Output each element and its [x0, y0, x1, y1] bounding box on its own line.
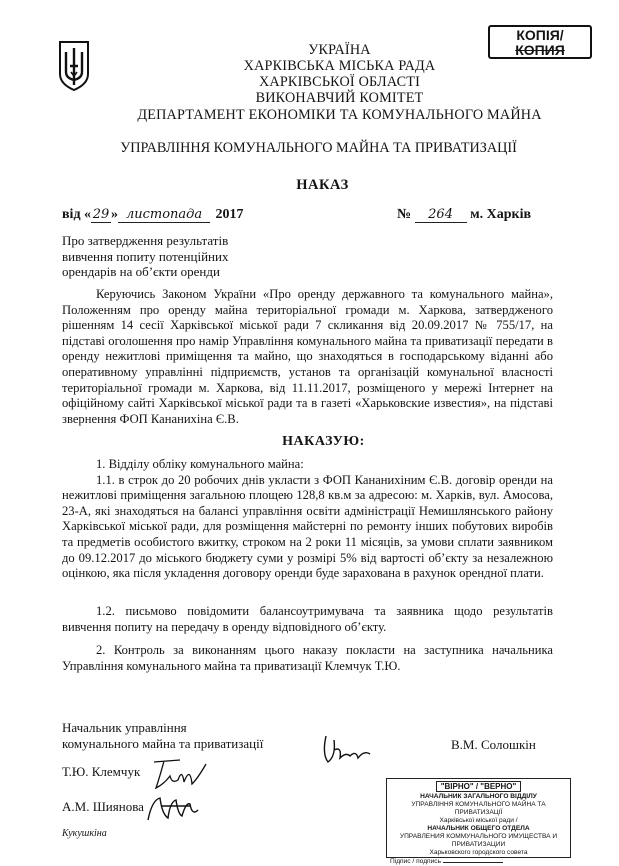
- head-signature: [318, 728, 378, 772]
- preamble: [62, 287, 553, 427]
- executor-name: Кукушкіна: [62, 828, 107, 839]
- copy-stamp: [488, 25, 592, 59]
- order-date: [62, 207, 244, 223]
- date-prefix: від «: [62, 207, 92, 222]
- date-day: 29: [92, 207, 110, 222]
- date-month: листопада: [118, 208, 210, 223]
- stamp-line1: НАЧАЛЬНИК ЗАГАЛЬНОГО ВІДДІЛУ: [420, 793, 537, 800]
- header-region: ХАРКІВСЬКОЇ ОБЛАСТІ: [258, 74, 421, 90]
- approver-1-name: Т.Ю. Клемчук: [62, 764, 141, 779]
- item-1-2: 1.2. письмово повідомити балансоутримувача та заявника щодо результатів вивчення попиту на передачу в оренду відповідного об’єкту.: [62, 604, 553, 634]
- stamp-line5: УПРАВЛЕНИЯ КОММУНАЛЬНОГО ИМУЩЕСТВА И ПРИВАТИЗАЦИИ: [399, 833, 558, 848]
- certification-stamp: [386, 778, 571, 865]
- stamp-line6: Харьковского городского совета: [429, 849, 528, 856]
- position-line2: комунального майна та приватизації: [62, 736, 264, 751]
- header-city-council: ХАРКІВСЬКА МІСЬКА РАДА: [243, 58, 436, 74]
- item-1: 1. Відділу обліку комунального майна:: [96, 457, 304, 471]
- signatory-position: [62, 720, 263, 752]
- date-year: 2017: [215, 207, 244, 222]
- signatory-name: В.М. Солошкін: [451, 737, 536, 752]
- order-subject: Про затвердження результатів вивчення попиту потенційних орендарів на об’єкти оренди: [62, 233, 229, 279]
- number-value: 264: [415, 208, 467, 223]
- position-line1: Начальник управління: [62, 720, 187, 735]
- stamp-title: "ВІРНО" / "ВЕРНО": [436, 781, 522, 792]
- date-mid: »: [111, 207, 119, 222]
- order-number: [397, 207, 531, 223]
- stamp-signature-label: Підпис / подпись: [390, 858, 442, 865]
- order-items: [62, 457, 553, 582]
- header-executive-committee: ВИКОНАВЧИЙ КОМІТЕТ: [255, 90, 424, 106]
- approver-2-name: А.М. Шиянова: [62, 799, 144, 814]
- issuing-office: УПРАВЛІННЯ КОМУНАЛЬНОГО МАЙНА ТА ПРИВАТИЗАЦІЇ: [120, 140, 517, 156]
- order-heading: НАКАЗУЮ:: [282, 434, 365, 449]
- order-item-2-block: [62, 643, 553, 674]
- item-2: 2. Контроль за виконанням цього наказу покласти на заступника начальника Управління комунального майна та приватизації Клемчук Т.Ю.: [62, 643, 553, 673]
- order-item-1-2-block: [62, 604, 553, 635]
- header-country: УКРАЇНА: [308, 42, 371, 58]
- copy-stamp-line2: КОПИЯ: [515, 42, 565, 58]
- preamble-text: Керуючись Законом України «Про оренду державного та комунального майна», Положенням про оренду майна територіальної громади м. Харкова, затвердженого рішенням 14 сесії Харківської міської ради 7 скликання від 20.09.2017 № 755/17, на підставі оголошення про намір Управління комунального майна та приватизації передати в оренду нежитлові приміщення та майно, що знаходяться в господарському віданні або оперативному управлінні підприємств, установ та організацій комунальної власності територіальної громади м. Харкова, від 11.11.2017, розміщеного у мережі Інтернет на офіційному сайті Харківської міської ради та в газеті «Харьковские известия», на підставі звернення ФОП Кананихіна Є.В.: [62, 287, 553, 426]
- copy-stamp-line1: КОПІЯ/: [516, 27, 564, 43]
- approver-2-signature: [142, 790, 212, 830]
- stamp-line4: НАЧАЛЬНИК ОБЩЕГО ОТДЕЛА: [427, 825, 530, 832]
- document-title: НАКАЗ: [296, 177, 349, 193]
- stamp-line2: УПРАВЛІННЯ КОМУНАЛЬНОГО МАЙНА ТА ПРИВАТИЗАЦІЇ: [411, 801, 546, 816]
- number-label: №: [397, 207, 412, 222]
- stamp-signature-line: [390, 858, 567, 866]
- city-name: м. Харків: [470, 207, 532, 222]
- item-1-1: 1.1. в строк до 20 робочих днів укласти з ФОП Кананихіним Є.В. договір оренди на нежитлові приміщення загальною площею 128,8 кв.м за адресою: м. Харків, вул. Амосова, 23-А, які знаходяться на балансі управління освіти адміністрації Немишлянського району Харківської міської ради, для розміщення майстерні по ремонту інших побутових виробів та предметів особистого вжитку, строком на 2 роки 11 місяців, за умови сплати заявником до 09.12.2017 до міського бюджету суми у розмірі 5% від вартості об’єкту за незалежною оцінкою, яка після укладення договору оренди буде зарахована в рахунок орендної плати.: [62, 472, 553, 581]
- stamp-line3: Харківської міської ради /: [439, 817, 518, 824]
- approver-1-signature: [150, 758, 212, 794]
- header-department: ДЕПАРТАМЕНТ ЕКОНОМІКИ ТА КОМУНАЛЬНОГО МАЙНА: [137, 107, 542, 123]
